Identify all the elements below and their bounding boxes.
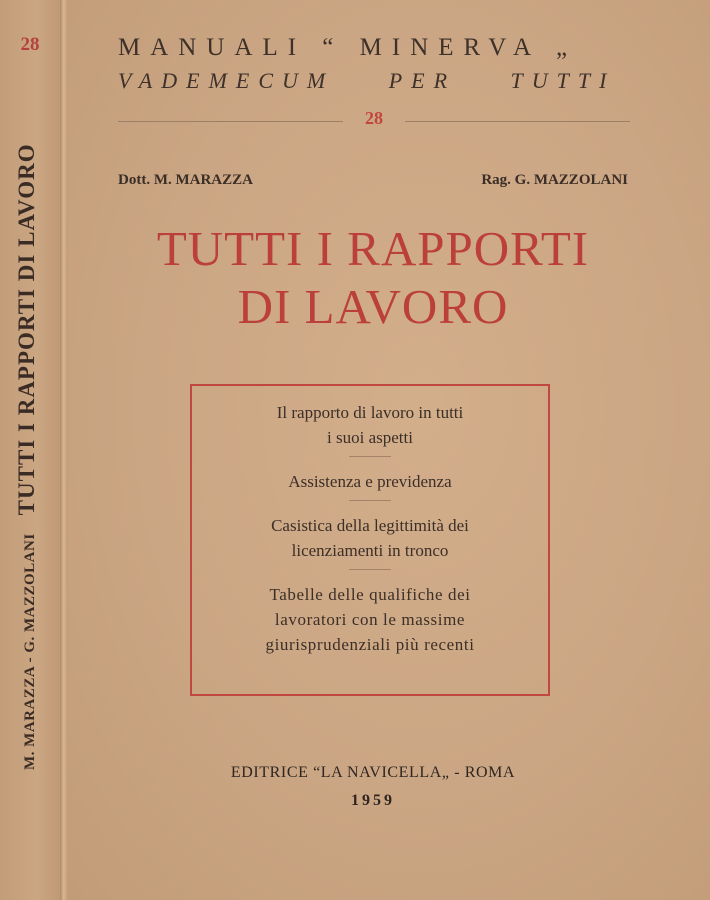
spine-series-number: 28 <box>20 34 40 55</box>
spine-fold <box>60 0 68 900</box>
divider <box>349 569 391 570</box>
title-line-2: DI LAVORO <box>237 279 509 334</box>
contents-item <box>215 469 525 494</box>
divider <box>349 500 391 501</box>
contents-item <box>215 513 525 563</box>
series-name: MANUALI “ MINERVA „ <box>118 34 578 61</box>
publication-year: 1959 <box>351 792 395 809</box>
series-header <box>118 34 638 94</box>
spine-title: TUTTI I RAPPORTI DI LAVORO <box>14 143 39 516</box>
divider <box>349 456 391 457</box>
contents-line: Tabelle delle qualifiche dei <box>269 585 471 604</box>
contents-item <box>215 582 525 657</box>
series-number: 28 <box>365 108 383 128</box>
contents-line: i suoi aspetti <box>327 428 413 447</box>
contents-line: Assistenza e previdenza <box>288 472 452 491</box>
publisher: EDITRICE “LA NAVICELLA„ - ROMA <box>230 764 516 781</box>
series-subtitle: VADEMECUM PER TUTTI <box>118 68 616 93</box>
contents-box <box>190 384 550 696</box>
title-line-1: TUTTI I RAPPORTI <box>156 221 590 276</box>
author-right: Rag. G. MAZZOLANI <box>481 172 628 188</box>
contents-line: lavoratori con le massime <box>274 610 466 629</box>
book-title <box>100 220 646 336</box>
contents-line: giurisprudenziali più recenti <box>265 635 475 654</box>
author-left: Dott. M. MARAZZA <box>118 172 253 188</box>
contents-line: licenziamenti in tronco <box>291 541 449 560</box>
contents-item <box>215 400 525 450</box>
contents-line: Il rapporto di lavoro in tutti <box>276 403 464 422</box>
book-spine <box>0 0 62 900</box>
rule-right <box>405 121 630 122</box>
spine-text <box>14 143 40 770</box>
contents-line: Casistica della legittimità dei <box>271 516 469 535</box>
series-number-row <box>118 108 630 134</box>
spine-authors: M. MARAZZA - G. MAZZOLANI <box>22 533 38 770</box>
rule-left <box>118 121 343 122</box>
